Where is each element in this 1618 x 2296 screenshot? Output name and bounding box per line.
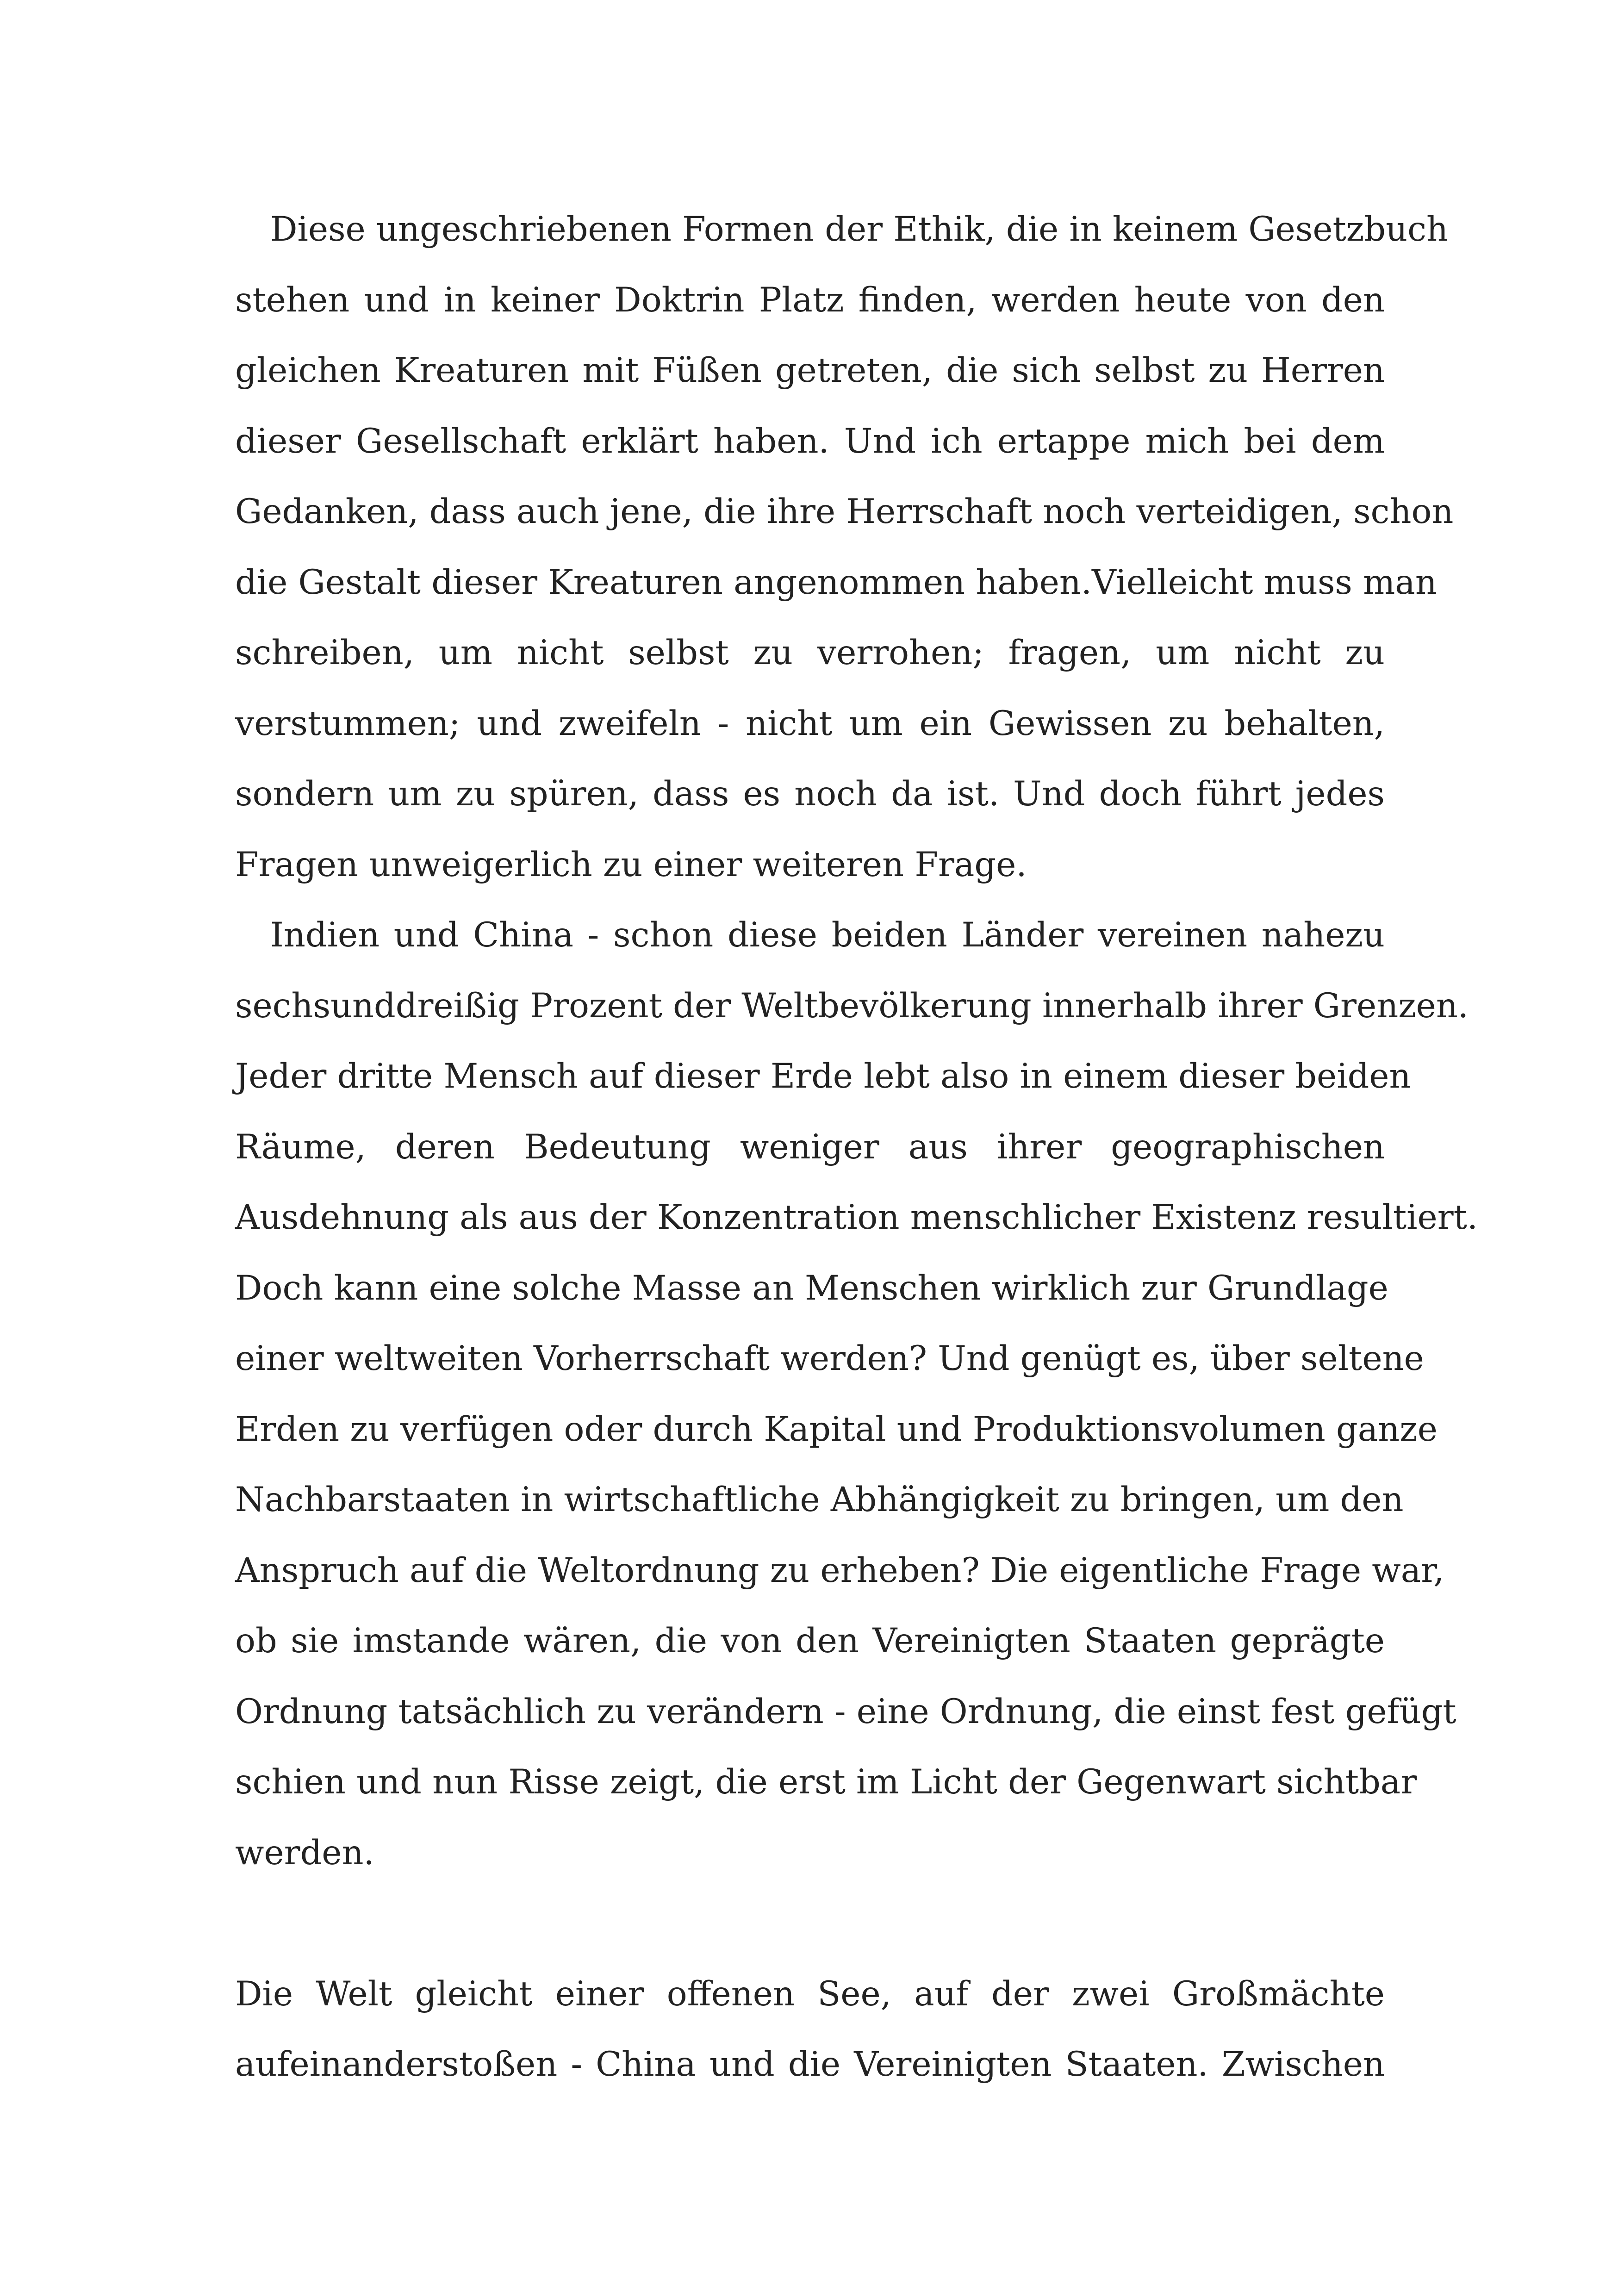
text-line: schreiben, um nicht selbst zu verrohen; fragen, um nicht zu [235,633,1385,672]
text-line: Nachbarstaaten in wirtschaftliche Abhängigkeit zu bringen, um den [235,1480,1404,1519]
text-line: Ausdehnung als aus der Konzentration menschlicher Existenz resultiert. [235,1198,1478,1237]
text-line: Die Welt gleicht einer offenen See, auf der zwei Großmächte [235,1974,1385,2014]
text-line: Indien und China - schon diese beiden Länder vereinen nahezu [270,915,1385,955]
text-line: Diese ungeschriebenen Formen der Ethik, die in keinem Gesetzbuch [270,210,1448,249]
text-line: Doch kann eine solche Masse an Menschen wirklich zur Grundlage [235,1268,1388,1308]
text-line: Gedanken, dass auch jene, die ihre Herrschaft noch verteidigen, schon [235,492,1454,531]
text-line: stehen und in keiner Doktrin Platz finden, werden heute von den [235,280,1385,320]
text-line: Fragen unweigerlich zu einer weiteren Frage. [235,845,1027,884]
text-line: aufeinanderstoßen - China und die Vereinigten Staaten. Zwischen [235,2045,1385,2084]
text-line: ob sie imstande wären, die von den Vereinigten Staaten geprägte [235,1621,1385,1661]
text-line: einer weltweiten Vorherrschaft werden? Und genügt es, über seltene [235,1339,1424,1378]
text-line: sechsunddreißig Prozent der Weltbevölkerung innerhalb ihrer Grenzen. [235,986,1469,1026]
text-line: schien und nun Risse zeigt, die erst im Licht der Gegenwart sichtbar [235,1762,1417,1802]
document-body [235,194,1478,2100]
text-line: werden. [235,1833,374,1873]
text-line: dieser Gesellschaft erklärt haben. Und ich ertappe mich bei dem [235,421,1385,461]
text-line: verstummen; und zweifeln - nicht um ein Gewissen zu behalten, [235,703,1385,743]
text-line: Räume, deren Bedeutung weniger aus ihrer geographischen [235,1127,1385,1167]
paragraph-spacer [235,1888,1385,1959]
text-line: Jeder dritte Mensch auf dieser Erde lebt also in einem dieser beiden [235,1057,1411,1096]
paragraph-open-sea [235,1959,1385,2100]
text-line: Anspruch auf die Weltordnung zu erheben? Die eigentliche Frage war, [235,1550,1444,1590]
text-line: sondern um zu spüren, dass es noch da ist. Und doch führt jedes [235,774,1385,814]
paragraph-ethics [235,194,1454,900]
text-line: Ordnung tatsächlich zu verändern - eine Ordnung, die einst fest gefügt [235,1692,1456,1731]
text-line: Erden zu verfügen oder durch Kapital und Produktionsvolumen ganze [235,1409,1438,1449]
text-line: die Gestalt dieser Kreaturen angenommen haben.Vielleicht muss man [235,562,1437,602]
paragraph-india-china [235,900,1478,1888]
text-line: gleichen Kreaturen mit Füßen getreten, die sich selbst zu Herren [235,351,1385,390]
